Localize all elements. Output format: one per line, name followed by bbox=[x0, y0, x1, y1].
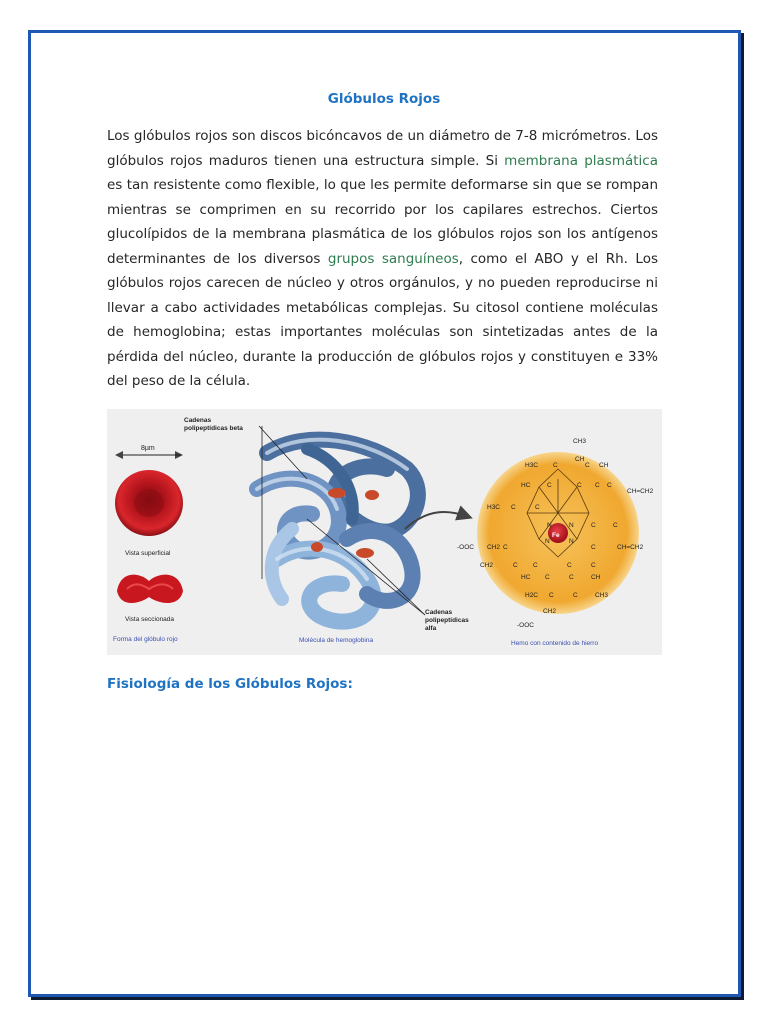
body-paragraph bbox=[107, 124, 658, 394]
chem-label: C bbox=[567, 562, 572, 569]
chem-label: N bbox=[569, 522, 574, 529]
section-view-label: Vista seccionada bbox=[125, 616, 175, 623]
chem-label: N bbox=[547, 522, 552, 529]
caption-cell-shape: Forma del glóbulo rojo bbox=[113, 636, 178, 643]
chem-label: H3C bbox=[487, 504, 501, 511]
chem-label: CH3 bbox=[595, 592, 609, 599]
paragraph-text-3: , como el ABO y el Rh. Los glóbulos rojos carecen de núcleo y otros orgánulos, y no pueden reproducirse ni llevar a cabo actividades metabólicas complejas. Su citosol contiene moléculas de hemoglobina; estas importantes moléculas son sintetizadas antes de la pérdida del núcleo, durante la producción de glóbulos rojos y constituyen e 33% del peso de la célula. bbox=[107, 250, 658, 389]
chem-label: C bbox=[591, 522, 596, 529]
chem-label: C bbox=[511, 504, 516, 511]
alpha-chains-label-1: Cadenas bbox=[425, 609, 453, 616]
chem-label: -OOC bbox=[457, 544, 474, 551]
section-subtitle: Fisiología de los Glóbulos Rojos: bbox=[107, 676, 353, 692]
hemoglobin-molecule-icon bbox=[257, 440, 418, 622]
surface-view-label: Vista superficial bbox=[125, 550, 171, 557]
chem-label: HC bbox=[521, 482, 531, 489]
chem-label: C bbox=[577, 482, 582, 489]
red-blood-cell-surface-icon bbox=[115, 470, 183, 536]
chem-label: C bbox=[535, 504, 540, 511]
alpha-chains-label-3: alfa bbox=[425, 625, 437, 632]
document-title: Glóbulos Rojos bbox=[327, 91, 441, 107]
beta-chains-label-1: Cadenas bbox=[184, 417, 212, 424]
chem-label: H3C bbox=[525, 462, 539, 469]
chem-label: C bbox=[547, 482, 552, 489]
chem-label: C bbox=[569, 574, 574, 581]
chem-label: Fe bbox=[552, 532, 560, 539]
chem-label: CH bbox=[575, 456, 585, 463]
chem-label: C bbox=[549, 592, 554, 599]
chem-label: C bbox=[585, 462, 590, 469]
chem-label: CH bbox=[599, 462, 609, 469]
chem-label: C bbox=[573, 592, 578, 599]
beta-chains-label-2: polipeptídicas beta bbox=[184, 425, 243, 432]
alpha-chains-label-2: polipeptídicas bbox=[425, 617, 469, 624]
chem-label: H2C bbox=[525, 592, 539, 599]
chem-label: C bbox=[545, 574, 550, 581]
chem-label: CH2 bbox=[480, 562, 494, 569]
chem-label: -OOC bbox=[517, 622, 534, 629]
caption-heme: Hemo con contenido de hierro bbox=[511, 640, 599, 647]
chem-label: C bbox=[553, 462, 558, 469]
paragraph-text-2: es tan resistente como flexible, lo que les permite deformarse sin que se rompan mientras se comprimen en su recorrido por los capilares estrechos. Ciertos glucolípidos de la membrana plasmática de los glóbulos rojos son los antígenos determinantes de los diversos bbox=[107, 177, 658, 267]
chem-label: CH bbox=[591, 574, 601, 581]
chem-label: C bbox=[533, 562, 538, 569]
chem-label: C bbox=[607, 482, 612, 489]
chem-label: C bbox=[591, 544, 596, 551]
chem-label: CH=CH2 bbox=[617, 544, 644, 551]
hemoglobin-figure bbox=[107, 409, 662, 655]
chem-label: CH2 bbox=[543, 608, 557, 615]
chem-label: N bbox=[545, 538, 550, 545]
chem-label: CH3 bbox=[573, 438, 587, 445]
chem-label: HC bbox=[521, 574, 531, 581]
chem-label: N bbox=[569, 538, 574, 545]
caption-hemoglobin: Molécula de hemoglobina bbox=[299, 637, 374, 644]
chem-label: C bbox=[513, 562, 518, 569]
size-label: 8µm bbox=[141, 445, 155, 452]
chem-label: CH=CH2 bbox=[627, 488, 654, 495]
paragraph-text-1: Los glóbulos rojos son discos bicóncavos de un diámetro de 7-8 micrómetros. Los glóbulos rojos maduros tienen una estructura simple. Si bbox=[107, 128, 658, 169]
link-grupos-sanguineos[interactable]: grupos sanguíneos bbox=[327, 250, 459, 267]
chem-label: CH2 bbox=[487, 544, 501, 551]
chem-label: C bbox=[503, 544, 508, 551]
link-membrana-plasmatica[interactable]: membrana plasmática bbox=[504, 152, 658, 169]
chem-label: C bbox=[591, 562, 596, 569]
red-blood-cell-section-icon bbox=[117, 575, 183, 603]
chem-label: C bbox=[595, 482, 600, 489]
size-indicator bbox=[117, 445, 181, 455]
chem-label: C bbox=[613, 522, 618, 529]
